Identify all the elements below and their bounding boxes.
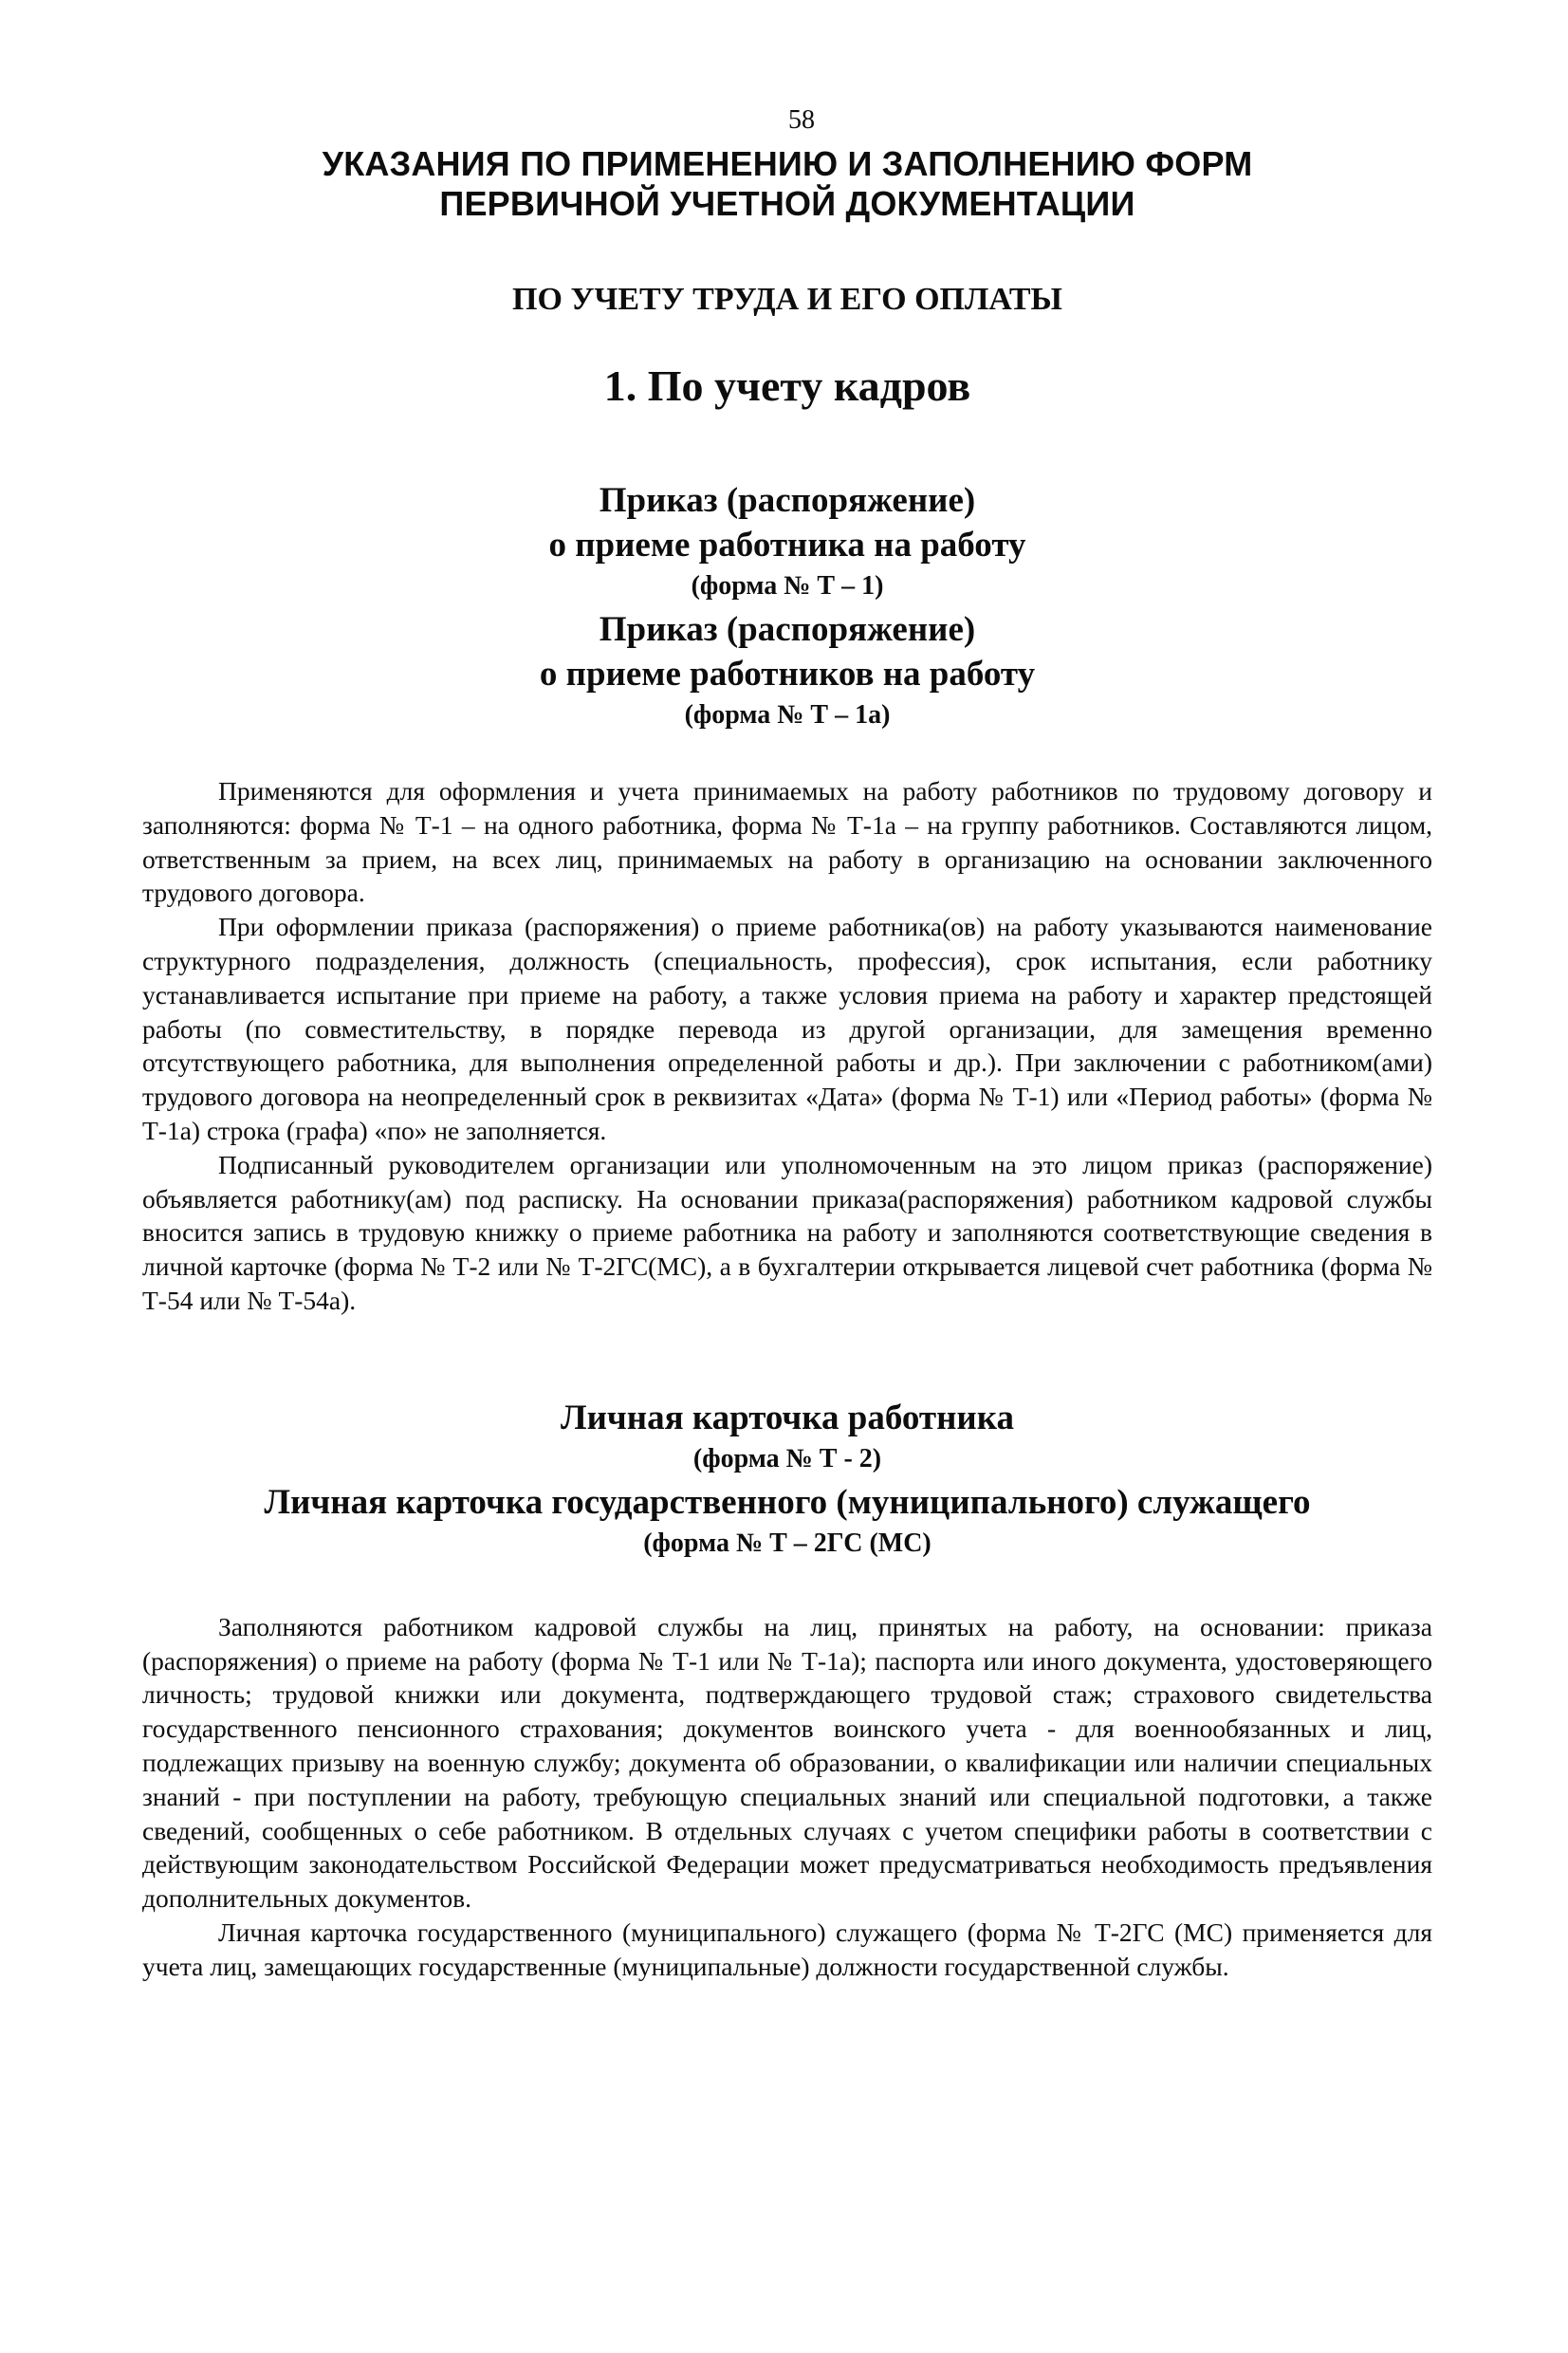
section2-heading-line-2: (форма № Т - 2): [692, 1443, 882, 1473]
section1-heading-line-6: (форма № Т – 1а): [684, 700, 891, 730]
section1-paragraph: Подписанный руководителем организации или уполномоченным на это лицом приказ (распоряжение) объявляется работнику(ам) под расписку. На основании приказа(распоряжения) работником кадровой службы вносится запись в трудовую книжку о приеме работника на работу и заполняются соответствующие сведения в личной карточке (форма № Т-2 или № Т-2ГС(МС), а в бухгалтерии открывается лицевой счет работника (форма № Т-54 или № Т-54а).: [142, 1149, 1432, 1315]
section1-heading-line-2: о приеме работника на работу: [548, 526, 1026, 565]
section2-heading-line-4: (форма № Т – 2ГС (МС): [643, 1528, 932, 1558]
section1-heading-line-4: Приказ (распоряжение): [599, 610, 976, 649]
page-number: 58: [788, 105, 815, 135]
document-title-line-1: УКАЗАНИЯ ПО ПРИМЕНЕНИЮ И ЗАПОЛНЕНИЮ ФОРМ: [322, 144, 1253, 183]
section2-body: [142, 1610, 1432, 1984]
section1-paragraph: Применяются для оформления и учета принимаемых на работу работников по трудовому договору и заполняются: форма № Т-1 – на одного работника, форма № Т-1а – на группу работников. Составляются лицом, ответственным за прием, на всех лиц, принимаемых на работу в организацию на основании заключенного трудового договора.: [142, 776, 1432, 908]
section2-paragraph: Личная карточка государственного (муниципального) служащего (форма № Т-2ГС (МС) применяется для учета лиц, замещающих государственные (муниципальные) должности государственной службы.: [142, 1917, 1432, 1981]
section2-heading-line-3: Личная карточка государственного (муниципального) служащего: [264, 1482, 1311, 1522]
section2-heading-line-1: Личная карточка работника: [561, 1398, 1014, 1437]
document-subtitle: ПО УЧЕТУ ТРУДА И ЕГО ОПЛАТЫ: [512, 282, 1062, 317]
section2-heading: [142, 1396, 1432, 1561]
document-page: [142, 104, 1432, 1984]
section1-heading-line-5: о приеме работников на работу: [539, 655, 1036, 694]
section1-heading-line-1: Приказ (распоряжение): [599, 481, 976, 520]
section1-body: [142, 774, 1432, 1318]
section-title: 1. По учету кадров: [603, 361, 971, 410]
section1-heading: [142, 478, 1432, 732]
section2-paragraph: Заполняются работником кадровой службы на лиц, принятых на работу, на основании: приказа (распоряжения) о приеме на работу (форма № Т-1 или № Т-1а); паспорта или иного документа, удостоверяющего личность; трудовой книжки или документа, подтверждающего трудовой стаж; страхового свидетельства государственного пенсионного страхования; документов воинского учета - для военнообязанных и лиц, подлежащих призыву на военную службу; документа об образовании, о квалификации или наличии специальных знаний - при поступлении на работу, требующую специальных знаний или специальной подготовки, а также сведений, сообщенных о себе работником. В отдельных случаях с учетом специфики работы в соответствии с действующим законодательством Российской Федерации может предусматриваться необходимость предъявления дополнительных документов.: [142, 1611, 1432, 1914]
document-title-line-2: ПЕРВИЧНОЙ УЧЕТНОЙ ДОКУМЕНТАЦИИ: [439, 184, 1135, 223]
section1-paragraph: При оформлении приказа (распоряжения) о приеме работника(ов) на работу указываются наименование структурного подразделения, должность (специальность, профессия), срок испытания, если работнику устанавливается испытание при приеме на работу, а также условия приема на работу и характер предстоящей работы (по совместительству, в порядке перевода из другой организации, для замещения временно отсутствующего работника, для выполнения определенной работы и др.). При заключении с работником(ами) трудового договора на неопределенный срок в реквизитах «Дата» (форма № Т-1) или «Период работы» (форма № Т-1а) строка (графа) «по» не заполняется.: [142, 912, 1432, 1145]
section1-heading-line-3: (форма № Т – 1): [691, 571, 884, 601]
